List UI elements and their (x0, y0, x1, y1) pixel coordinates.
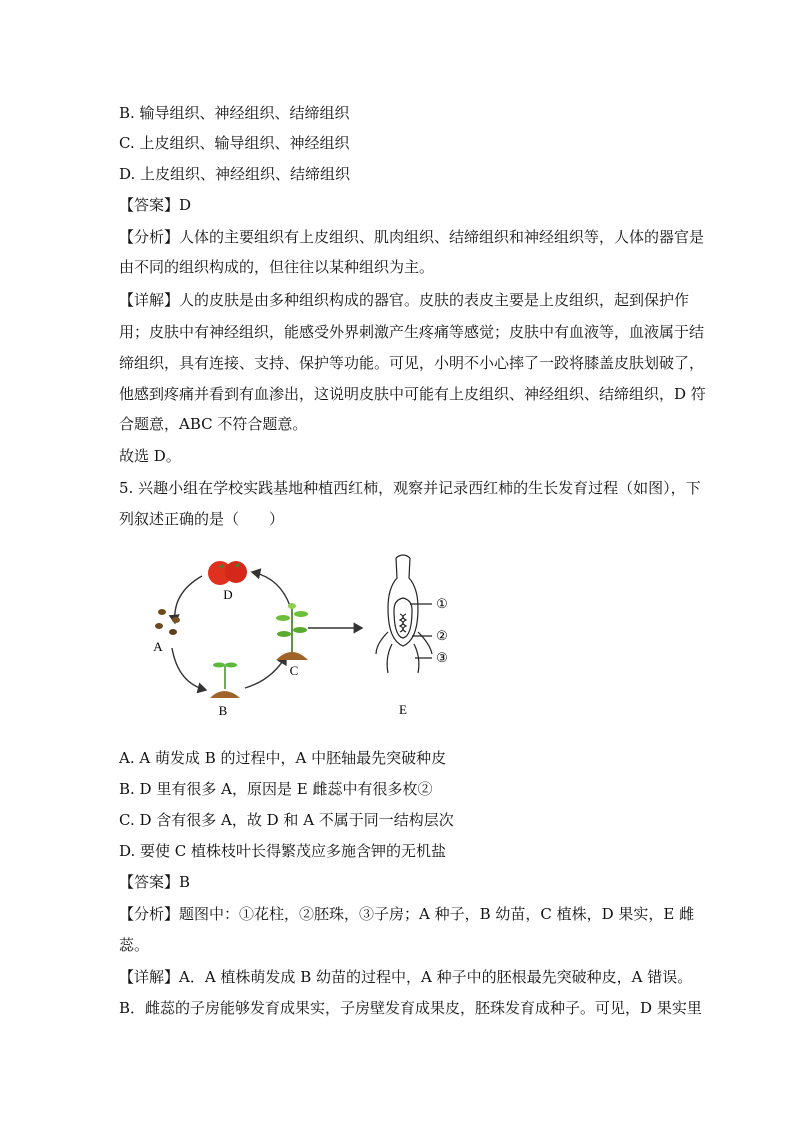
explanation-line: 【详解】A．A 植株萌发成 B 幼苗的过程中，A 种子中的胚根最先突破种皮，A 错误。 (119, 968, 693, 986)
answer-line: 【答案】D (119, 196, 192, 214)
label-b: B (218, 703, 228, 718)
option-d: D. 要使 C 植株枝叶长得繁茂应多施含钾的无机盐 (119, 842, 447, 860)
analysis-line: 由不同的组织构成的，但往往以某种组织为主。 (119, 258, 435, 276)
seedling-icon (210, 663, 240, 699)
analysis-line: 【分析】题图中：①花柱，②胚珠，③子房；A 种子，B 幼苗，C 植株，D 果实，E 雌 (119, 905, 695, 923)
option-d-prev: D. 上皮组织、神经组织、结缔组织 (119, 165, 351, 183)
part-label-3: ③ (436, 650, 448, 665)
conclusion-line: 故选 D。 (119, 447, 181, 465)
question-line: 列叙述正确的是（ ） (119, 510, 285, 528)
arrow-b-to-c (245, 656, 286, 688)
arrow-d-to-a (175, 576, 202, 623)
tomato-fruit-icon (208, 561, 247, 585)
label-e: E (399, 702, 407, 717)
question-line: 5. 兴趣小组在学校实践基地种植西红柿，观察并记录西红柿的生长发育过程（如图），下 (119, 479, 701, 497)
analysis-line: 【分析】人体的主要组织有上皮组织、肌肉组织、结缔组织和神经组织等，人体的器官是 (119, 228, 705, 246)
explanation-line: 【详解】人的皮肤是由多种组织构成的器官。皮肤的表皮主要是上皮组织，起到保护作 (119, 291, 690, 309)
arrow-c-to-d (252, 572, 290, 606)
explanation-line: 合题意，ABC 不符合题意。 (119, 415, 308, 433)
part-label-2: ② (436, 628, 448, 643)
label-c: C (289, 663, 299, 678)
tomato-plant-icon (276, 603, 308, 660)
analysis-line: 蕊。 (119, 936, 150, 954)
pistil-diagram (376, 555, 432, 673)
part-label-1: ① (436, 596, 448, 611)
explanation-line: 他感到疼痛并看到有血渗出，这说明皮肤中可能有上皮组织、神经组织、结缔组织，D 符 (119, 385, 706, 403)
option-c-prev: C. 上皮组织、输导组织、神经组织 (119, 134, 350, 152)
arrow-a-to-b (172, 648, 206, 690)
figure-svg (140, 548, 470, 720)
option-c: C. D 含有很多 A，故 D 和 A 不属于同一结构层次 (119, 811, 454, 829)
option-b-prev: B. 输导组织、神经组织、结缔组织 (119, 104, 350, 122)
label-d: D (223, 587, 233, 602)
seed-icon (155, 609, 180, 635)
option-a: A. A 萌发成 B 的过程中，A 中胚轴最先突破种皮 (119, 749, 447, 767)
explanation-line: 缔组织，具有连接、支持、保护等功能。可见，小明不小心摔了一跤将膝盖皮肤划破了， (119, 354, 705, 372)
label-a: A (153, 639, 163, 654)
option-b: B. D 里有很多 A，原因是 E 雌蕊中有很多枚② (119, 780, 433, 798)
explanation-line: B．雌蕊的子房能够发育成果实，子房壁发育成果皮，胚珠发育成种子。可见，D 果实里 (119, 999, 702, 1017)
answer-line: 【答案】B (119, 873, 191, 891)
tomato-life-cycle-figure (140, 548, 470, 720)
explanation-line: 用；皮肤中有神经组织，能感受外界刺激产生疼痛等感觉；皮肤中有血液等，血液属于结 (119, 323, 705, 341)
